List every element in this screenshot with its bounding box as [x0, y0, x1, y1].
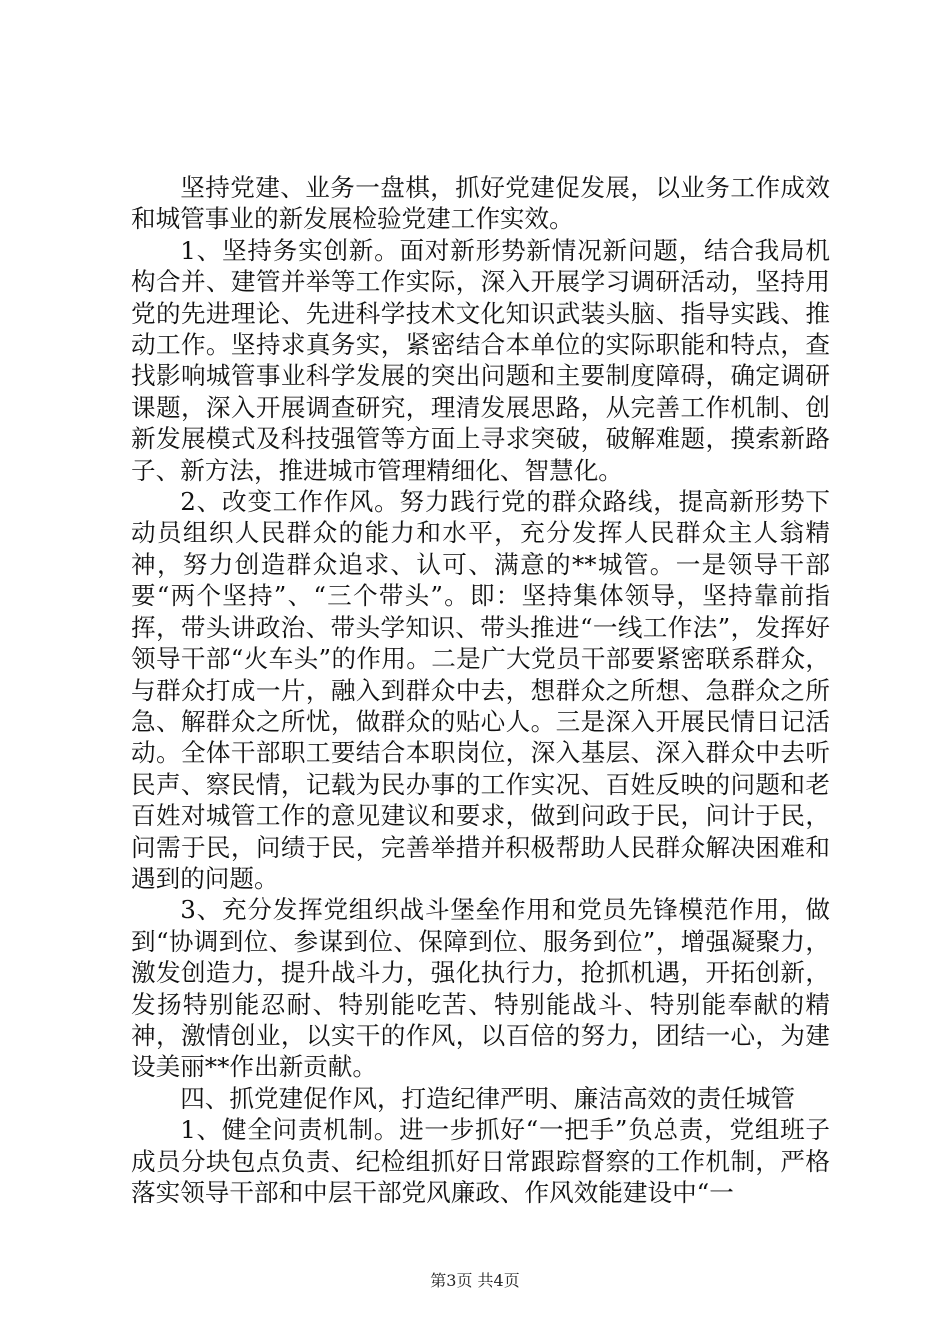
page-footer: 第3页 共4页	[430, 1271, 520, 1290]
paragraph-item-2: 2、改变工作作风。努力践行党的群众路线，提高新形势下动员组织人民群众的能力和水平，充分发挥人民群众主人翁精神，努力创造群众追求、认可、满意的**城管。一是领导干部要“两个坚持”、“三个带头”。即：坚持集体领导，坚持靠前指挥，带头讲政治、带头学知识、带头推进“一线工作法”，发挥好领导干部“火车头”的作用。二是广大党员干部要紧密联系群众，与群众打成一片，融入到群众中去，想群众之所想、急群众之所急、解群众之所忧，做群众的贴心人。三是深入开展民情日记活动。全体干部职工要结合本职岗位，深入基层、深入群众中去听民声、察民情，记载为民办事的工作实况、百姓反映的问题和老百姓对城管工作的意见建议和要求，做到问政于民，问计于民，问需于民，问绩于民，完善举措并积极帮助人民群众解决困难和遇到的问题。	[131, 487, 830, 893]
section-heading-4: 四、抓党建促作风，打造纪律严明、廉洁高效的责任城管	[180, 1083, 796, 1113]
paragraph-section-4-item-1: 1、健全问责机制。进一步抓好“一把手”负总责，党组班子成员分块包点负责、纪检组抓好日常跟踪督察的工作机制，严格落实领导干部和中层干部党风廉政、作风效能建设中“一	[131, 1115, 830, 1207]
paragraph-item-1: 1、坚持务实创新。面对新形势新情况新问题，结合我局机构合并、建管并举等工作实际，深入开展学习调研活动，坚持用党的先进理论、先进科学技术文化知识武装头脑、指导实践、推动工作。坚持求真务实，紧密结合本单位的实际职能和特点，查找影响城管事业科学发展的突出问题和主要制度障碍，确定调研课题，深入开展调查研究，理清发展思路，从完善工作机制、创新发展模式及科技强管等方面上寻求突破，破解难题，摸索新路子、新方法，推进城市管理精细化、智慧化。	[131, 235, 830, 485]
paragraph-intro: 坚持党建、业务一盘棋，抓好党建促发展，以业务工作成效和城管事业的新发展检验党建工作实效。	[131, 173, 830, 234]
document-body	[131, 172, 830, 1208]
paragraph-item-3: 3、充分发挥党组织战斗堡垒作用和党员先锋模范作用，做到“协调到位、参谋到位、保障到位、服务到位”，增强凝聚力，激发创造力，提升战斗力，强化执行力，抢抓机遇，开拓创新，发扬特别能忍耐、特别能吃苦、特别能战斗、特别能奉献的精神，激情创业，以实干的作风，以百倍的努力，团结一心，为建设美丽**作出新贡献。	[131, 895, 830, 1082]
